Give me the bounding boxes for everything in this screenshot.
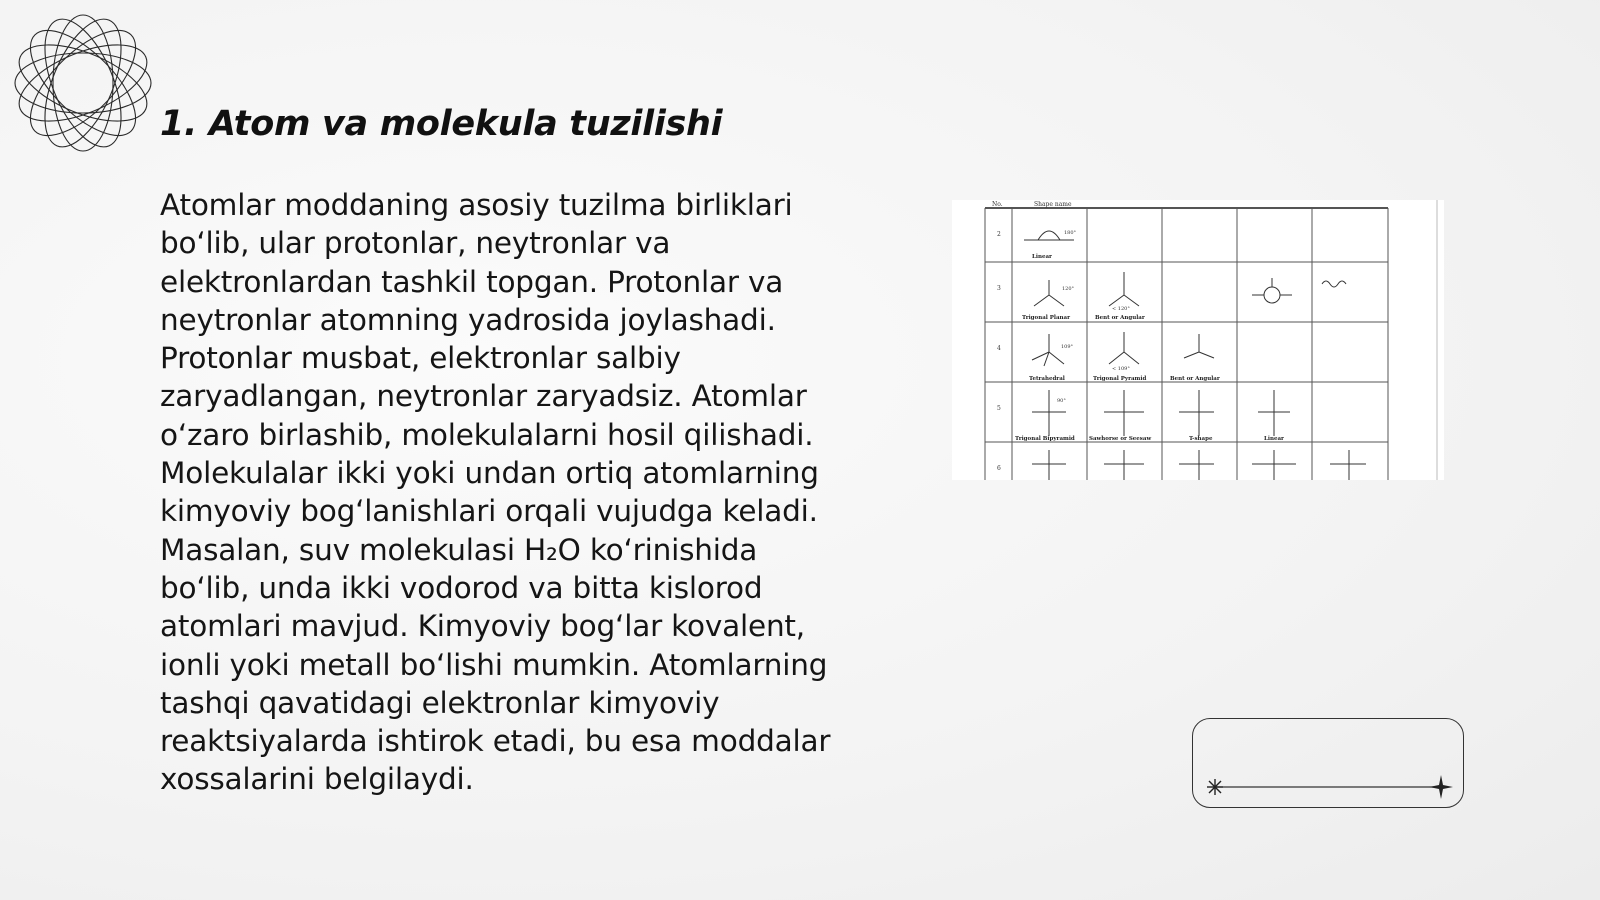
shape-name: Trigonal Planar	[1022, 315, 1071, 321]
row-number: 5	[997, 405, 1001, 412]
shape-name: Sawhorse or Seesaw	[1089, 436, 1152, 442]
molecular-geometry-table-image	[952, 200, 1444, 480]
table-header-shape: Shape name	[1034, 201, 1072, 208]
shape-name: Trigonal Pyramid	[1093, 376, 1147, 382]
angle-label: 180°	[1064, 230, 1077, 236]
angle-label: < 109°	[1112, 366, 1130, 372]
shape-name: Linear	[1264, 436, 1284, 442]
shape-name: Bent or Angular	[1170, 376, 1220, 382]
table-header-no: No.	[992, 201, 1003, 208]
star-cross-icon	[1429, 775, 1453, 799]
row-number: 4	[997, 345, 1001, 352]
row-number: 6	[997, 465, 1001, 472]
atom-orbits-icon	[8, 8, 158, 158]
shape-name: Tetrahedral	[1029, 376, 1065, 382]
shape-name: T-shape	[1189, 436, 1213, 442]
row-number: 3	[997, 285, 1001, 292]
angle-label: 109°	[1061, 344, 1074, 350]
slide-title: 1. Atom va molekula tuzilishi	[160, 104, 723, 144]
slide-body-text: Atomlar moddaning asosiy tuzilma birliklari bo‘lib, ular protonlar, neytronlar va elektronlardan tashkil topgan. Protonlar va neytronlar atomning yadrosida joylashadi. Protonlar musbat, elektronlar salbiy zaryadlangan, neytronlar zaryadsiz. Atomlar o‘zaro birlashib, molekulalarni hosil qilishadi. Molekulalar ikki yoki undan ortiq atomlarning kimyoviy bog‘lanishlari orqali vujudga keladi. Masalan, suv molekulasi H₂O ko‘rinishida bo‘lib, unda ikki vodorod va bitta kislorod atomlari mavjud. Kimyoviy bog‘lar kovalent, ionli yoki metall bo‘lishi mumkin. Atomlarning tashqi qavatidagi elektronlar kimyoviy reaktsiyalarda ishtirok etadi, bu esa moddalar xossalarini belgilaydi.	[160, 188, 831, 797]
angle-label: 120°	[1062, 286, 1075, 292]
row-number: 2	[997, 231, 1001, 238]
sparkle-icon	[1207, 779, 1223, 795]
decorative-slider-card	[1192, 718, 1464, 808]
angle-label: 90°	[1057, 398, 1066, 404]
shape-name: Trigonal Bipyramid	[1015, 436, 1075, 442]
angle-label: < 120°	[1112, 306, 1130, 312]
shape-name: Linear	[1032, 254, 1052, 260]
shape-name: Bent or Angular	[1095, 315, 1145, 321]
